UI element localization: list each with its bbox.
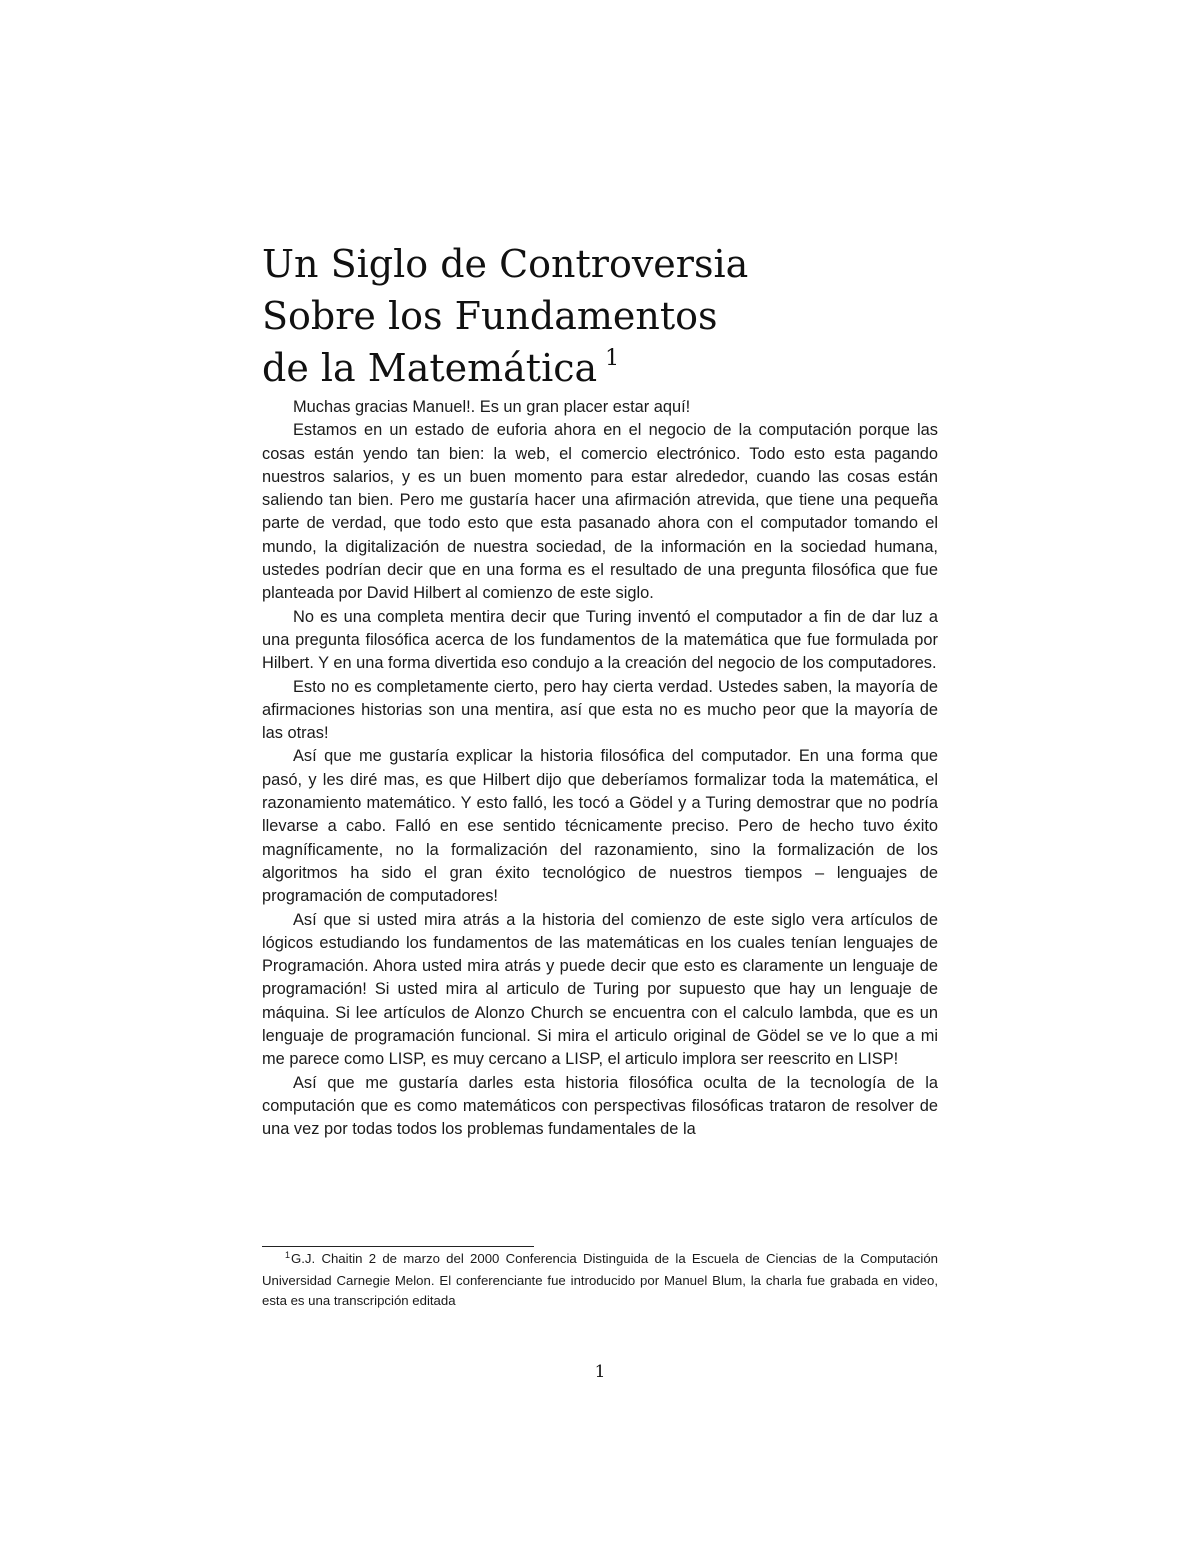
paragraph-6: Así que si usted mira atrás a la historia del comienzo de este siglo vera artículos de lógicos estudiando los fundamentos de las matemáticas en los cuales tenían lenguajes de Programación. Ahora usted mira atrás y puede decir que esto es claramente un lenguaje de programación! Si usted mira al articulo de Turing por supuesto que hay un lenguaje de máquina. Si lee artículos de Alonzo Church se encuentra con el calculo lambda, que es un lenguaje de programación funcional. Si mira el articulo original de Gödel se ve lo que a mi me parece como LISP, es muy cercano a LISP, el articulo implora ser reescrito en LISP! — [262, 910, 938, 1069]
title-line-2: Sobre los Fundamentos — [262, 294, 718, 338]
footnote-text: G.J. Chaitin 2 de marzo del 2000 Conferencia Distinguida de la Escuela de Ciencias de la Computación Universidad Carnegie Melon. El conferenciante fue introducido por Manuel Blum, la charla fue grabada en video, esta es una transcripción editada — [262, 1251, 938, 1309]
title-line-3 — [262, 342, 962, 401]
paragraph-5: Así que me gustaría explicar la historia filosófica del computador. En una forma que pasó, y les diré mas, es que Hilbert dijo que deberíamos formalizar toda la matemática, el razonamiento matemático. Y esto falló, les tocó a Gödel y a Turing demostrar que no podría llevarse a cabo. Falló en ese sentido técnicamente preciso. Pero de hecho tuvo éxito magníficamente, no la formalización del razonamiento, sino la formalización de los algoritmos ha sido el gran éxito tecnológico de nuestros tiempos – lenguajes de programación de computadores! — [262, 747, 938, 906]
article-body — [262, 396, 938, 1142]
footnote-divider — [262, 1246, 534, 1247]
footnote — [262, 1249, 938, 1312]
paragraph-4: Esto no es completamente cierto, pero hay cierta verdad. Ustedes saben, la mayoría de afirmaciones historias son una mentira, así que esta no es mucho peor que la mayoría de las otras! — [262, 677, 938, 743]
article-title — [262, 238, 962, 401]
paragraph-3: No es una completa mentira decir que Turing inventó el computador a fin de dar luz a una pregunta filosófica acerca de los fundamentos de la matemática que fue formulada por Hilbert. Y en una forma divertida eso condujo a la creación del negocio de los computadores. — [262, 607, 938, 673]
page-number: 1 — [594, 1362, 606, 1382]
footnote-mark: 1 — [285, 1250, 291, 1260]
title-line-1: Un Siglo de Controversia — [262, 242, 749, 286]
title-footnote-ref: 1 — [605, 346, 620, 371]
paragraph-7: Así que me gustaría darles esta historia filosófica oculta de la tecnología de la computación que es como matemáticos con perspectivas filosóficas trataron de resolver de una vez por todas todos los problemas fundamentales de la — [262, 1073, 938, 1139]
paragraph-2: Estamos en un estado de euforia ahora en el negocio de la computación porque las cosas están yendo tan bien: la web, el comercio electrónico. Todo esto esta pagando nuestros salarios, y es un buen momento para estar alrededor, cuando las cosas están saliendo tan bien. Pero me gustaría hacer una afirmación atrevida, que tiene una pequeña parte de verdad, que todo esto que esta pasanado ahora con el computador tomando el mundo, la digitalización de nuestra sociedad, de la información en la sociedad humana, ustedes podrían decir que en una forma es el resultado de una pregunta filosófica que fue planteada por David Hilbert al comienzo de este siglo. — [262, 421, 938, 603]
title-line-3-text: de la Matemática — [262, 346, 598, 390]
paragraph-1: Muchas gracias Manuel!. Es un gran placer estar aquí! — [293, 398, 691, 416]
